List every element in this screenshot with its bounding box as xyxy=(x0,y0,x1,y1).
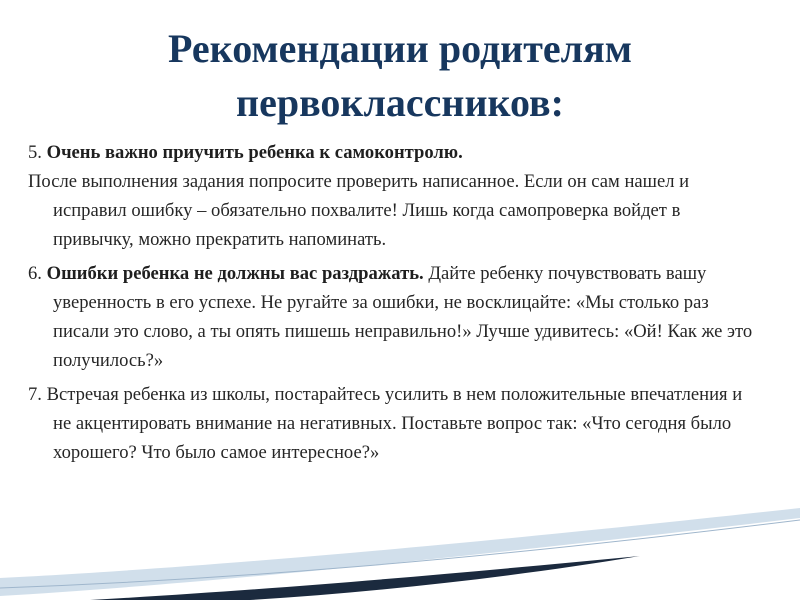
item-number: 5. xyxy=(28,142,42,163)
recommendation-item-5-body xyxy=(28,167,758,254)
item-text: Встречая ребенка из школы, постарайтесь усилить в нем положительные впечатления и не акцентировать внимание на негативных. Поставьте вопрос так: «Что сегодня было хорошего? Что было самое интересное?» xyxy=(46,384,743,463)
item-text: Дайте ребенку почувствовать вашу уверенность в его успехе. Не ругайте за ошибки, не восклицайте: «Мы столько раз писали это слово, а ты опять пишешь неправильно!» Лучше удивитесь: «Ой! Как же это получилось?» xyxy=(53,263,753,371)
item-heading: Ошибки ребенка не должны вас раздражать. xyxy=(46,263,424,284)
recommendations-list xyxy=(28,138,758,472)
slide-title-line-2: первоклассников: xyxy=(236,80,564,125)
recommendation-item-7 xyxy=(28,380,758,467)
item-text: После выполнения задания попросите проверить написанное. Если он сам нашел и исправил ошибку – обязательно похвалите! Лишь когда самопроверка войдет в привычку, можно прекратить напоминать. xyxy=(28,171,690,250)
recommendation-item-6 xyxy=(28,259,758,375)
item-number: 7. xyxy=(28,384,42,405)
slide-title xyxy=(0,22,800,130)
recommendation-item-5 xyxy=(28,138,758,167)
slide-title-line-1: Рекомендации родителям xyxy=(168,26,632,71)
item-number: 6. xyxy=(28,263,42,284)
item-heading: Очень важно приучить ребенка к самоконтролю. xyxy=(46,142,463,163)
decorative-swoosh xyxy=(0,500,800,600)
